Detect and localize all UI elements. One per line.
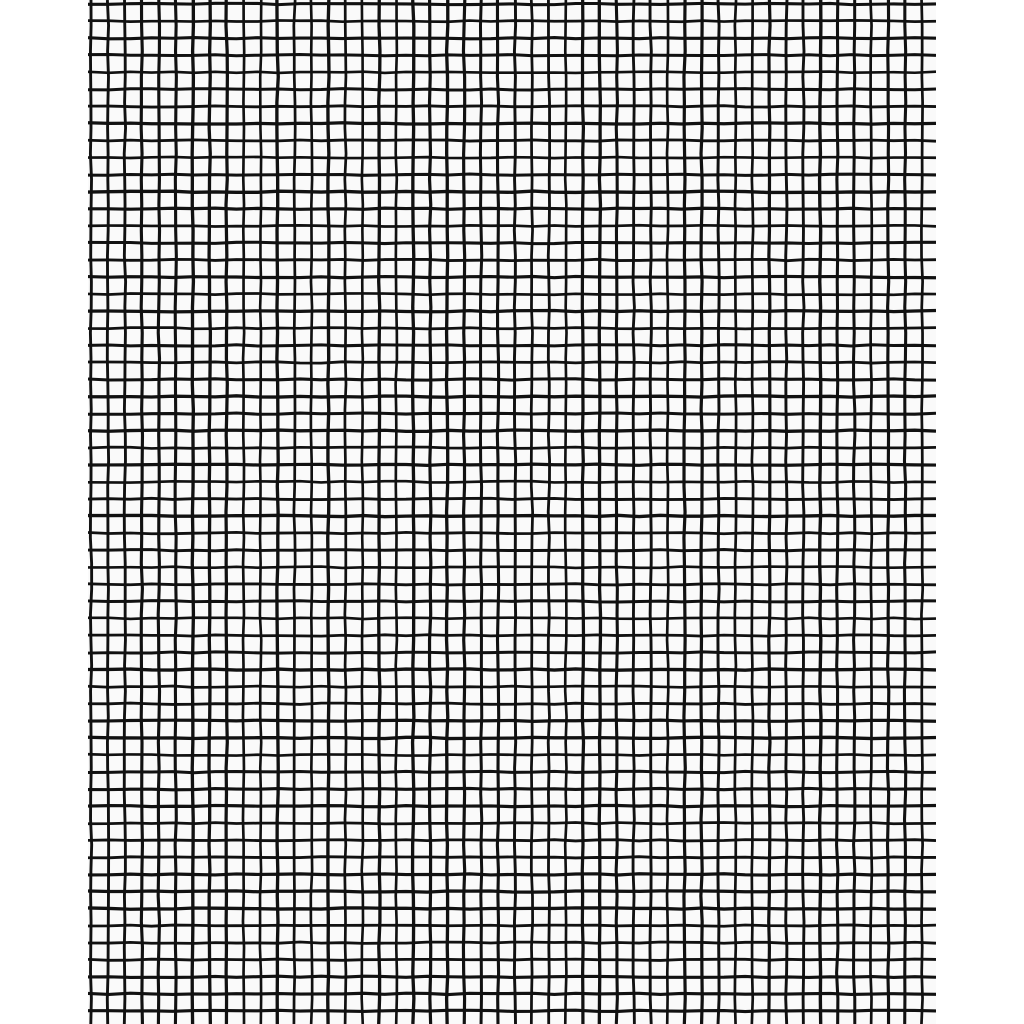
grid-line-horizontal [88,976,936,977]
grid-line-horizontal [88,379,936,380]
grid-line-vertical [769,0,770,1024]
grid-line-horizontal [88,584,936,585]
grid-line-vertical [548,0,549,1024]
grid-line-horizontal [88,652,936,653]
grid-line-horizontal [88,72,936,73]
grid-line-horizontal [88,191,936,192]
grid-line-vertical [803,0,804,1024]
grid-line-horizontal [88,3,936,4]
grid-line-vertical [107,0,108,1024]
grid-line-vertical [362,0,363,1024]
grid-line-horizontal [88,276,936,277]
grid-line-vertical [379,0,380,1024]
grid-line-vertical [735,0,736,1024]
grid-line-horizontal [88,481,936,482]
grid-line-vertical [870,0,871,1024]
grid-line-horizontal [88,174,936,175]
grid-line-horizontal [88,550,936,551]
grid-line-horizontal [88,242,936,243]
grid-line-horizontal [88,293,936,294]
grid-line-horizontal [88,805,936,806]
grid-line-vertical [684,0,685,1024]
grid-line-vertical [345,0,346,1024]
grid-line-vertical [786,0,787,1024]
grid-line-vertical [565,0,566,1024]
grid-line-vertical [463,0,464,1024]
grid-line-horizontal [88,345,936,346]
grid-line-horizontal [88,669,936,670]
grid-line-vertical [854,0,855,1024]
grid-line-horizontal [88,1010,936,1011]
grid-line-horizontal [88,567,936,568]
grid-line-horizontal [88,840,936,841]
grid-line-horizontal [88,140,936,141]
grid-line-vertical [837,0,838,1024]
grid-line-horizontal [88,328,936,329]
grid-line-horizontal [88,532,936,533]
grid-line-horizontal [88,754,936,755]
grid-line-horizontal [88,823,936,824]
grid-line-horizontal [88,311,936,312]
grid-line-vertical [887,0,888,1024]
grid-line-vertical [328,0,329,1024]
grid-line-horizontal [88,396,936,397]
grid-line-vertical [904,0,905,1024]
grid-line-vertical [701,0,702,1024]
grid-line-horizontal [88,20,936,21]
grid-line-horizontal [88,874,936,875]
grid-line-horizontal [88,208,936,209]
grid-blanket-image [88,0,936,1024]
grid-line-vertical [430,0,431,1024]
grid-line-vertical [616,0,617,1024]
grid-line-horizontal [88,515,936,516]
grid-line-horizontal [88,89,936,90]
grid-line-horizontal [88,498,936,499]
grid-line-vertical [226,0,227,1024]
grid-line-horizontal [88,38,936,39]
grid-line-vertical [921,0,922,1024]
grid-line-vertical [294,0,295,1024]
grid-line-horizontal [88,720,936,721]
grid-line-horizontal [88,259,936,260]
grid-line-vertical [718,0,719,1024]
grid-line-vertical [650,0,651,1024]
grid-line-vertical [633,0,634,1024]
grid-line-horizontal [88,601,936,602]
grid-line-horizontal [88,959,936,960]
grid-pattern [88,0,936,1024]
grid-line-horizontal [88,925,936,926]
grid-line-horizontal [88,635,936,636]
grid-line-vertical [175,0,176,1024]
grid-line-horizontal [88,891,936,892]
grid-line-vertical [396,0,397,1024]
grid-line-horizontal [88,771,936,772]
grid-line-horizontal [88,703,936,704]
grid-line-vertical [531,0,532,1024]
grid-line-vertical [752,0,753,1024]
grid-line-vertical [446,0,447,1024]
grid-line-vertical [480,0,481,1024]
grid-line-vertical [243,0,244,1024]
grid-line-vertical [497,0,498,1024]
grid-line-horizontal [88,464,936,465]
grid-line-horizontal [88,225,936,226]
grid-line-vertical [277,0,278,1024]
grid-line-horizontal [88,106,936,107]
grid-line-horizontal [88,737,936,738]
grid-line-horizontal [88,908,936,909]
grid-line-vertical [311,0,312,1024]
grid-line-vertical [667,0,668,1024]
grid-line-horizontal [88,447,936,448]
grid-line-horizontal [88,55,936,56]
grid-line-vertical [124,0,125,1024]
grid-line-vertical [514,0,515,1024]
grid-line-vertical [158,0,159,1024]
grid-line-vertical [820,0,821,1024]
grid-line-vertical [599,0,600,1024]
grid-line-horizontal [88,430,936,431]
grid-line-horizontal [88,857,936,858]
grid-line-vertical [141,0,142,1024]
grid-line-vertical [192,0,193,1024]
grid-line-horizontal [88,993,936,994]
grid-line-vertical [90,0,91,1024]
grid-line-horizontal [88,942,936,943]
grid-line-vertical [413,0,414,1024]
grid-line-horizontal [88,362,936,363]
grid-line-horizontal [88,686,936,687]
grid-line-vertical [582,0,583,1024]
grid-line-horizontal [88,413,936,414]
grid-line-horizontal [88,618,936,619]
grid-line-horizontal [88,123,936,124]
grid-line-vertical [260,0,261,1024]
grid-line-vertical [209,0,210,1024]
grid-line-horizontal [88,788,936,789]
grid-line-horizontal [88,157,936,158]
